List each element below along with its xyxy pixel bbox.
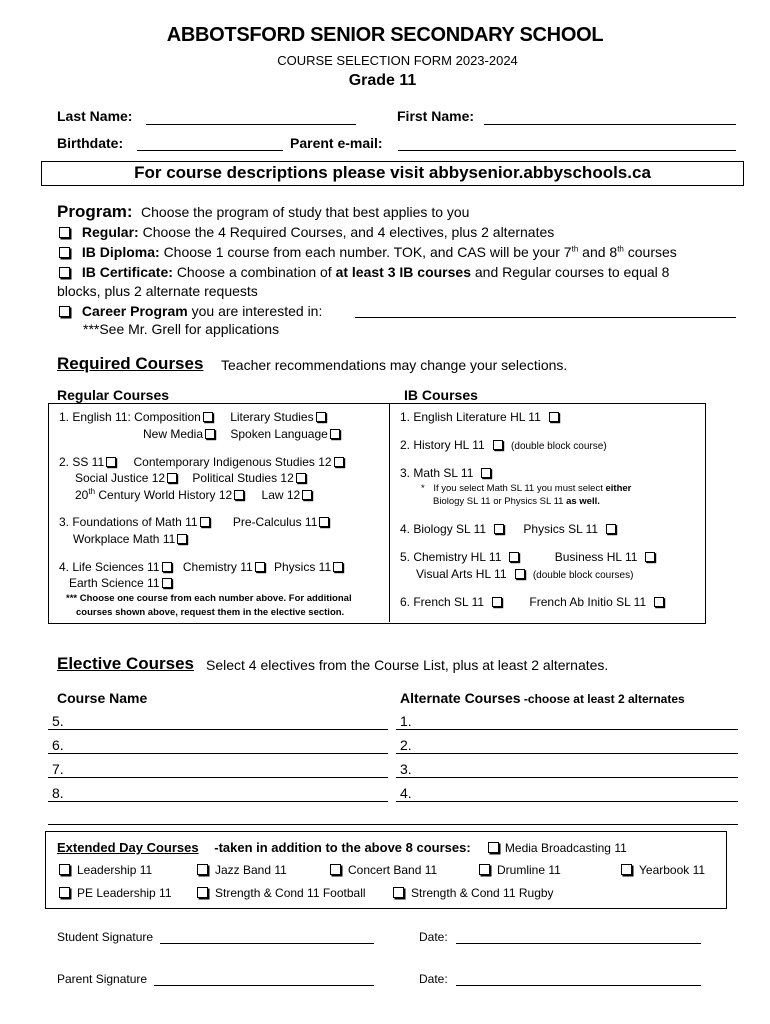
extended-option-leadership[interactable]: Leadership 11 <box>57 863 152 877</box>
last-name-label: Last Name: <box>57 108 133 124</box>
extended-option-jazz[interactable]: Jazz Band 11 <box>195 863 287 877</box>
alternate-row-1: 1. <box>400 713 412 729</box>
program-ib-certificate-option[interactable] <box>57 264 669 280</box>
leadership-checkbox[interactable] <box>59 864 70 875</box>
extended-option-drumline[interactable]: Drumline 11 <box>477 863 561 877</box>
parent-date-field[interactable] <box>456 985 701 986</box>
ib-certificate-text-cont: blocks, plus 2 alternate requests <box>57 283 258 299</box>
parent-signature-label: Parent Signature <box>57 972 148 986</box>
student-signature-label: Student Signature <box>57 930 154 944</box>
math-11-row: 3. Foundations of Math 11 Pre-Calculus 11 <box>59 515 331 529</box>
social-justice-checkbox[interactable] <box>167 473 177 483</box>
literary-studies-checkbox[interactable] <box>316 412 326 422</box>
elective-row-7: 7. <box>52 761 64 777</box>
extended-option-strength-football[interactable]: Strength & Cond 11 Football <box>195 886 366 900</box>
ss-11-row: 2. SS 11 Contemporary Indigenous Studies 12 <box>59 455 346 469</box>
ib-french-row: 6. French SL 11 French Ab Initio SL 11 <box>400 595 666 609</box>
ib-english-row: 1. English Literature HL 11 <box>400 410 561 424</box>
student-date-field[interactable] <box>456 943 701 944</box>
extended-option-pe-leadership[interactable]: PE Leadership 11 <box>57 886 172 900</box>
new-media-checkbox[interactable] <box>205 429 215 439</box>
alternate-field-2[interactable] <box>396 753 738 754</box>
elective-field-6[interactable] <box>48 753 388 754</box>
drumline-checkbox[interactable] <box>479 864 490 875</box>
ib-diploma-text: Choose 1 course from each number. TOK, and CAS will be your 7th and 8th courses <box>163 244 677 260</box>
pre-calculus-checkbox[interactable] <box>319 517 329 527</box>
ib-certificate-text: Choose a combination of at least 3 IB courses and Regular courses to equal 8 <box>176 264 670 280</box>
form-title: COURSE SELECTION FORM 2023-2024 <box>277 53 518 68</box>
ib-certificate-checkbox[interactable] <box>59 267 70 278</box>
english-11-row: 1. English 11: Composition Literary Studies <box>59 410 328 424</box>
alternate-field-3[interactable] <box>396 777 738 778</box>
banner-text: For course descriptions please visit abbysenior.abbyschools.ca <box>134 163 651 182</box>
media-broadcasting-label: Media Broadcasting 11 <box>504 841 627 855</box>
extended-heading-row <box>57 840 627 855</box>
career-checkbox[interactable] <box>59 306 70 317</box>
alternate-row-4: 4. <box>400 785 412 801</box>
required-note: Teacher recommendations may change your selections. <box>221 357 568 373</box>
ib-french-ab-initio-checkbox[interactable] <box>654 597 664 607</box>
birthdate-label: Birthdate: <box>57 135 124 151</box>
ib-english-checkbox[interactable] <box>549 412 559 422</box>
alternate-row-2: 2. <box>400 737 412 753</box>
student-date-label: Date: <box>419 930 448 944</box>
strength-rugby-checkbox[interactable] <box>393 887 404 898</box>
ss-11-row-2: Social Justice 12 Political Studies 12 <box>75 471 308 485</box>
regular-text: Choose the 4 Required Courses, and 4 electives, plus 2 alternates <box>142 224 555 240</box>
elective-row-8: 8. <box>52 785 64 801</box>
media-broadcasting-checkbox[interactable] <box>488 842 499 853</box>
foundations-math-checkbox[interactable] <box>200 517 210 527</box>
ib-history-checkbox[interactable] <box>493 440 503 450</box>
ib-diploma-label: IB Diploma: <box>81 244 160 260</box>
strength-football-checkbox[interactable] <box>197 887 208 898</box>
science-11-row: 4. Life Sciences 11 Chemistry 11 Physics 11 <box>59 560 345 574</box>
program-regular-option[interactable] <box>57 224 554 240</box>
english-11-row-2: New Media Spoken Language <box>143 427 342 441</box>
regular-label: Regular: <box>81 224 139 240</box>
ib-certificate-label: IB Certificate: <box>81 264 173 280</box>
extended-option-yearbook[interactable]: Yearbook 11 <box>619 863 705 877</box>
composition-checkbox[interactable] <box>203 412 213 422</box>
parent-signature-field[interactable] <box>154 985 374 986</box>
ib-visual-arts-row: Visual Arts HL 11 (double block courses) <box>416 567 634 581</box>
alternate-field-4[interactable] <box>396 801 738 802</box>
ib-french-sl-checkbox[interactable] <box>492 597 502 607</box>
grade-title: Grade 11 <box>348 72 417 89</box>
regular-courses-heading: Regular Courses <box>57 387 170 403</box>
first-name-label: First Name: <box>397 108 475 124</box>
parent-email-label: Parent e-mail: <box>290 135 383 151</box>
political-studies-checkbox[interactable] <box>296 473 306 483</box>
first-name-field[interactable] <box>484 124 736 125</box>
science-11-row-2: Earth Science 11 <box>69 576 174 590</box>
ib-diploma-checkbox[interactable] <box>59 247 70 258</box>
electives-heading: Elective Courses <box>57 654 195 673</box>
regular-note-1: *** Choose one course from each number above. For additional <box>66 593 352 604</box>
contemporary-indigenous-checkbox[interactable] <box>334 457 344 467</box>
career-note: ***See Mr. Grell for applications <box>83 321 280 337</box>
concert-band-checkbox[interactable] <box>330 864 341 875</box>
chemistry-11-checkbox[interactable] <box>255 562 265 572</box>
extended-option-concert[interactable]: Concert Band 11 <box>328 863 437 877</box>
pe-leadership-checkbox[interactable] <box>59 887 70 898</box>
extended-option-strength-rugby[interactable]: Strength & Cond 11 Rugby <box>391 886 554 900</box>
yearbook-checkbox[interactable] <box>621 864 632 875</box>
jazz-band-checkbox[interactable] <box>197 864 208 875</box>
school-name: ABBOTSFORD SENIOR SECONDARY SCHOOL <box>166 24 604 46</box>
program-intro: Choose the program of study that best applies to you <box>141 204 470 220</box>
required-heading: Required Courses <box>57 354 204 373</box>
world-history-checkbox[interactable] <box>234 490 244 500</box>
extended-top-rule <box>48 824 738 825</box>
ib-chemistry-checkbox[interactable] <box>509 552 519 562</box>
physics-11-checkbox[interactable] <box>333 562 343 572</box>
career-text: you are interested in: <box>191 303 323 319</box>
career-label: Career Program <box>81 303 188 319</box>
alternate-row-3: 3. <box>400 761 412 777</box>
student-signature-field[interactable] <box>160 943 374 944</box>
program-heading: Program: <box>57 202 133 221</box>
parent-date-label: Date: <box>419 972 448 986</box>
extended-note: -taken in addition to the above 8 courses: <box>214 840 471 855</box>
math-11-row-2: Workplace Math 11 <box>73 532 189 546</box>
alternate-courses-label: Alternate Courses -choose at least 2 alternates <box>400 690 685 706</box>
ib-math-note-2: Biology SL 11 or Physics SL 11 as well. <box>433 496 600 507</box>
law-12-checkbox[interactable] <box>302 490 312 500</box>
elective-field-8[interactable] <box>48 801 388 802</box>
career-program-field[interactable] <box>355 317 736 318</box>
ib-physics-checkbox[interactable] <box>606 524 616 534</box>
table-divider <box>389 404 390 622</box>
regular-checkbox[interactable] <box>59 227 70 238</box>
alternate-field-1[interactable] <box>396 729 738 730</box>
parent-email-field[interactable] <box>398 150 736 151</box>
program-ib-diploma-option[interactable] <box>57 244 677 260</box>
electives-note: Select 4 electives from the Course List, plus at least 2 alternates. <box>206 657 609 673</box>
elective-row-6: 6. <box>52 737 64 753</box>
ib-math-checkbox[interactable] <box>481 468 491 478</box>
last-name-field[interactable] <box>146 124 356 125</box>
program-intro-line <box>57 202 469 222</box>
ss-11-checkbox[interactable] <box>106 457 116 467</box>
elective-field-5[interactable] <box>48 729 388 730</box>
ib-courses-heading: IB Courses <box>404 387 478 403</box>
extended-heading: Extended Day Courses <box>57 840 199 855</box>
course-name-label: Course Name <box>57 690 148 706</box>
elective-field-7[interactable] <box>48 777 388 778</box>
program-career-option[interactable] <box>57 303 322 319</box>
ib-math-row: 3. Math SL 11 <box>400 466 493 480</box>
regular-note-2: courses shown above, request them in the elective section. <box>76 607 345 618</box>
birthdate-field[interactable] <box>137 150 283 151</box>
ib-biology-physics-row: 4. Biology SL 11 Physics SL 11 <box>400 522 618 536</box>
workplace-math-checkbox[interactable] <box>177 534 187 544</box>
ib-visual-arts-checkbox[interactable] <box>515 569 525 579</box>
ib-history-row: 2. History HL 11 (double block course) <box>400 438 607 452</box>
earth-science-checkbox[interactable] <box>162 578 172 588</box>
ib-biology-checkbox[interactable] <box>494 524 504 534</box>
elective-row-5: 5. <box>52 713 64 729</box>
ib-math-note-1: * If you select Math SL 11 you must select either <box>421 483 632 494</box>
ib-chem-business-row: 5. Chemistry HL 11 Business HL 11 <box>400 550 657 564</box>
spoken-language-checkbox[interactable] <box>330 429 340 439</box>
ib-business-checkbox[interactable] <box>645 552 655 562</box>
ss-11-row-3: 20th Century World History 12 Law 12 <box>75 487 314 502</box>
life-sciences-checkbox[interactable] <box>162 562 172 572</box>
